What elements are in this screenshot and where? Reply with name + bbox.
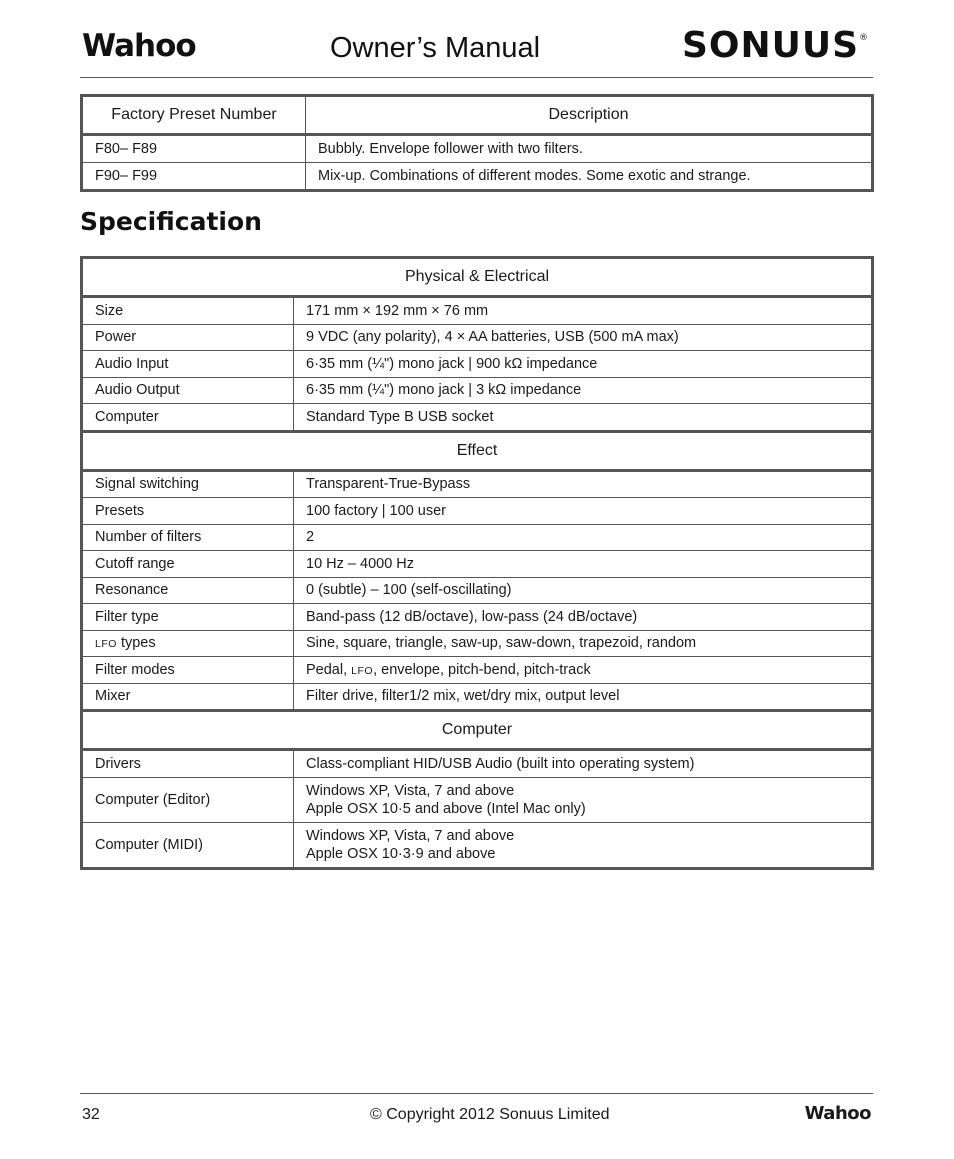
table-row (82, 822, 873, 868)
spec-label: Mixer (82, 683, 294, 711)
table-row (82, 324, 873, 351)
spec-label: Presets (82, 498, 294, 525)
spec-label: Resonance (82, 577, 294, 604)
preset-number-cell: F90– F99 (82, 163, 306, 191)
table-row (82, 683, 873, 711)
spec-label: Cutoff range (82, 551, 294, 578)
spec-value: 171 mm × 192 mm × 76 mm (294, 297, 873, 325)
spec-label: Filter type (82, 604, 294, 631)
lfo-abbrev: LFO (351, 664, 374, 677)
footer-wahoo-logo: Wahoo (804, 1103, 871, 1124)
sonuus-logo-text: SONUUS (681, 25, 859, 66)
table-row (82, 750, 873, 778)
spec-value (294, 822, 873, 868)
section-header-row (82, 431, 873, 470)
specification-table (80, 256, 874, 870)
spec-value-line: Apple OSX 10·5 and above (Intel Mac only) (306, 800, 586, 817)
spec-value-line: Windows XP, Vista, 7 and above (306, 782, 515, 799)
spec-label: Size (82, 297, 294, 325)
spec-label: Audio Input (82, 351, 294, 378)
spec-value-line: Windows XP, Vista, 7 and above (306, 827, 515, 844)
section-header-row (82, 258, 873, 297)
table-row (82, 498, 873, 525)
table-row (82, 135, 873, 163)
section-title-computer: Computer (82, 711, 873, 750)
table-row (82, 351, 873, 378)
table-row (82, 470, 873, 498)
registered-mark: ® (859, 33, 869, 43)
section-header-row (82, 711, 873, 750)
factory-preset-table (80, 94, 874, 192)
spec-label: Computer (Editor) (82, 777, 294, 822)
page-footer (80, 1093, 873, 1134)
page-title: Owner’s Manual (330, 32, 541, 64)
table-row (82, 551, 873, 578)
wahoo-logo: Wahoo (82, 28, 196, 64)
table-row (82, 577, 873, 604)
sonuus-logo (682, 25, 869, 66)
table-row (82, 297, 873, 325)
page-number: 32 (82, 1106, 100, 1123)
spec-label: Computer (82, 404, 294, 432)
section-title-effect: Effect (82, 431, 873, 470)
specification-heading: Specification (80, 207, 262, 236)
spec-value-text: , envelope, pitch-bend, pitch-track (373, 661, 591, 678)
spec-value: Transparent-True-Bypass (294, 470, 873, 498)
spec-label-text: types (116, 635, 156, 652)
table-row (82, 657, 873, 684)
spec-label: Drivers (82, 750, 294, 778)
spec-label (82, 630, 294, 657)
table-row (82, 377, 873, 404)
spec-value (294, 777, 873, 822)
table-row (82, 630, 873, 657)
copyright-notice: © Copyright 2012 Sonuus Limited (370, 1106, 610, 1123)
spec-value: Class-compliant HID/USB Audio (built into operating system) (294, 750, 873, 778)
table-row (82, 604, 873, 631)
preset-description-cell: Bubbly. Envelope follower with two filters. (306, 135, 873, 163)
spec-value: 0 (subtle) – 100 (self-oscillating) (294, 577, 873, 604)
spec-label: Signal switching (82, 470, 294, 498)
description-header: Description (306, 96, 873, 135)
spec-value: 100 factory | 100 user (294, 498, 873, 525)
spec-value: Sine, square, triangle, saw-up, saw-down, trapezoid, random (294, 630, 873, 657)
section-title-physical: Physical & Electrical (82, 258, 873, 297)
spec-value: 9 VDC (any polarity), 4 × AA batteries, USB (500 mA max) (294, 324, 873, 351)
table-row (82, 404, 873, 432)
page-header (80, 22, 873, 78)
spec-value: 10 Hz – 4000 Hz (294, 551, 873, 578)
table-row (82, 163, 873, 191)
spec-value: 6·35 mm (¼") mono jack | 3 kΩ impedance (294, 377, 873, 404)
spec-value (294, 657, 873, 684)
spec-label: Number of filters (82, 524, 294, 551)
spec-value: Filter drive, filter1/2 mix, wet/dry mix, output level (294, 683, 873, 711)
spec-label: Power (82, 324, 294, 351)
table-row (82, 777, 873, 822)
spec-value: 2 (294, 524, 873, 551)
table-row (82, 524, 873, 551)
preset-description-cell: Mix-up. Combinations of different modes. Some exotic and strange. (306, 163, 873, 191)
spec-value: Standard Type B USB socket (294, 404, 873, 432)
spec-value-pre: Pedal, (306, 661, 352, 678)
preset-number-cell: F80– F89 (82, 135, 306, 163)
spec-value-line: Apple OSX 10·3·9 and above (306, 845, 496, 862)
spec-label: Computer (MIDI) (82, 822, 294, 868)
spec-label: Filter modes (82, 657, 294, 684)
spec-value: 6·35 mm (¼") mono jack | 900 kΩ impedance (294, 351, 873, 378)
spec-label: Audio Output (82, 377, 294, 404)
lfo-abbrev: LFO (95, 638, 117, 651)
preset-number-header: Factory Preset Number (82, 96, 306, 135)
spec-value: Band-pass (12 dB/octave), low-pass (24 dB/octave) (294, 604, 873, 631)
preset-table-header-row (82, 96, 873, 135)
